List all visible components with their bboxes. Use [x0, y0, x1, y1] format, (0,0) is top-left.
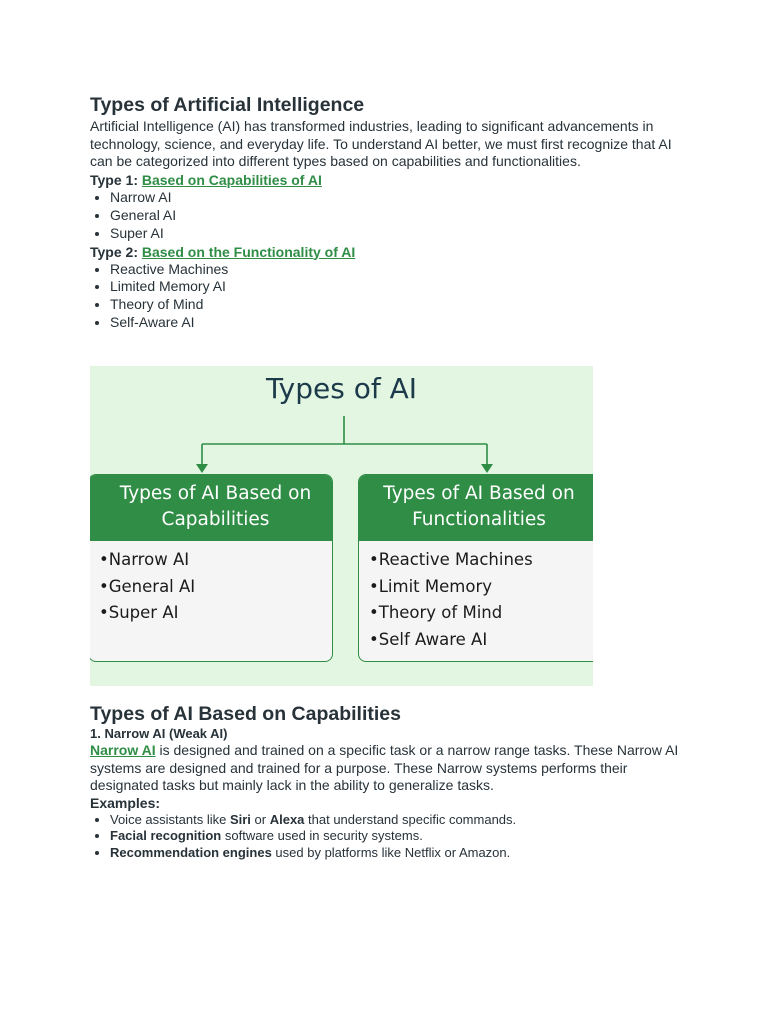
diagram-title: Types of AI — [265, 372, 418, 406]
box-heading-line: Functionalities — [412, 509, 546, 531]
list-item: • Narrow AI — [110, 189, 680, 207]
text-span: software used in security systems. — [221, 828, 423, 844]
box-heading-line: Types of AI Based on — [383, 483, 575, 505]
examples-list — [90, 812, 680, 862]
arrow-down-icon — [481, 464, 493, 473]
capabilities-box-heading — [90, 475, 332, 541]
list-item: • Limit Memory — [369, 574, 593, 601]
section-heading: Types of AI Based on Capabilities — [90, 703, 401, 726]
article — [90, 92, 680, 861]
page-title: Types of Artificial Intelligence — [90, 94, 365, 116]
narrow-ai-paragraph — [90, 742, 680, 795]
type2-prefix: Type 2: — [90, 243, 138, 260]
text-span: or — [250, 811, 270, 827]
arrow-down-icon — [196, 464, 208, 473]
type1-link[interactable]: Based on Capabilities of AI — [141, 171, 322, 188]
bold-term: Alexa — [269, 811, 305, 827]
functionalities-box — [358, 474, 593, 662]
list-item: • Theory of Mind — [369, 600, 593, 627]
bold-term: Siri — [229, 811, 251, 827]
types-of-ai-diagram — [90, 366, 593, 686]
list-item — [110, 812, 680, 829]
type2-link[interactable]: Based on the Functionality of AI — [141, 243, 356, 260]
list-item: • Reactive Machines — [110, 261, 680, 279]
box-heading-line: Types of AI Based on — [119, 483, 312, 505]
list-item: • General AI — [110, 207, 680, 225]
type2-list — [90, 261, 680, 333]
list-item: • Limited Memory AI — [110, 278, 680, 296]
bold-term: Recommendation engines — [110, 844, 272, 860]
box-heading-line: Capabilities — [161, 509, 270, 531]
list-item: • Self-Aware AI — [110, 314, 680, 332]
examples-label: Examples: — [90, 794, 161, 811]
list-item: • Reactive Machines — [369, 547, 593, 574]
intro-paragraph: Artificial Intelligence (AI) has transformed industries, leading to significant advancements in technology, science, and everyday life. To understand AI better, we must first recognize that AI can be categorized into different types based on capabilities and functionalities. — [90, 118, 672, 170]
text-span: used by platforms like Netflix or Amazon. — [271, 844, 511, 860]
paragraph-text: is designed and trained on a specific task or a narrow range tasks. These Narrow AI systems are designed and trained for a purpose. These Narrow systems performs their designated tasks but mainly lack in the ability to generalize tasks. — [90, 742, 679, 794]
list-item: • General AI — [99, 574, 332, 601]
capabilities-box — [90, 474, 333, 662]
list-item: • Self Aware AI — [369, 627, 593, 654]
capabilities-box-list — [90, 547, 332, 627]
type1-line — [90, 171, 680, 189]
narrow-ai-link[interactable]: Narrow AI — [90, 742, 156, 759]
type1-list — [90, 189, 680, 243]
list-item — [110, 828, 680, 845]
list-item: • Narrow AI — [99, 547, 332, 574]
text-span: that understand specific commands. — [304, 811, 517, 827]
type1-prefix: Type 1: — [90, 171, 138, 188]
list-item: • Super AI — [110, 225, 680, 243]
list-item: • Theory of Mind — [110, 296, 680, 314]
list-item: • Super AI — [99, 600, 332, 627]
text-span: Voice assistants like — [110, 811, 230, 827]
functionalities-box-heading — [359, 475, 593, 541]
bold-term: Facial recognition — [110, 828, 222, 844]
functionalities-box-list — [359, 547, 593, 653]
section-subheading: 1. Narrow AI (Weak AI) — [90, 726, 228, 742]
list-item — [110, 845, 680, 862]
type2-line — [90, 243, 680, 261]
